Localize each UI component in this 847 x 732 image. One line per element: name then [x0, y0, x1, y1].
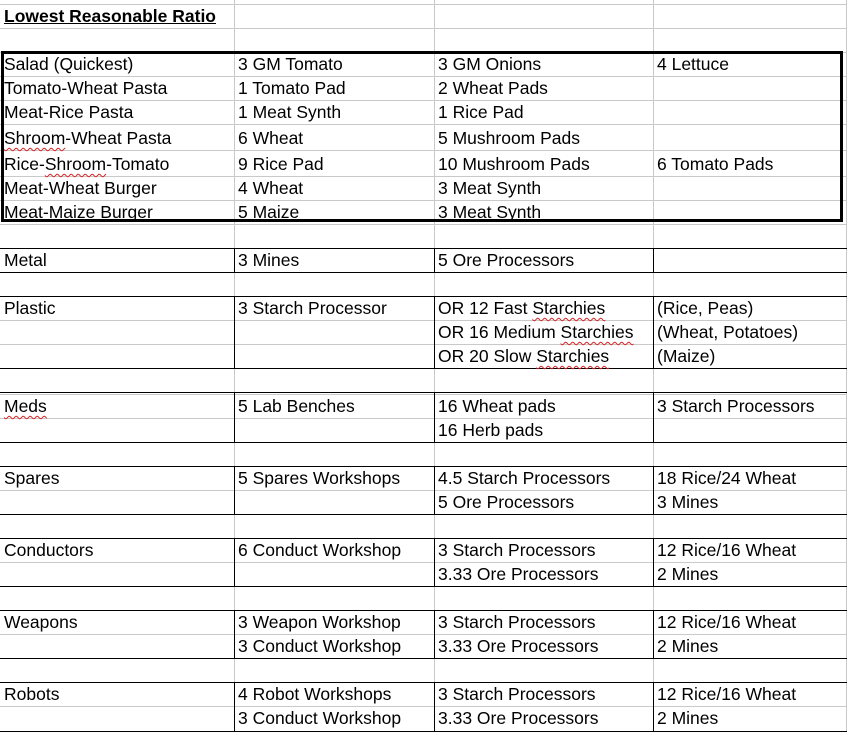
- food-cell[interactable]: [653, 126, 657, 150]
- weapons-cell[interactable]: Weapons: [4, 612, 78, 632]
- food-cell[interactable]: Meat-Maize Burger: [4, 202, 153, 222]
- food-cell[interactable]: 3 GM Tomato: [238, 54, 343, 74]
- conductors-cell[interactable]: [0, 562, 4, 586]
- metal-cell[interactable]: [653, 248, 657, 272]
- metal-cell[interactable]: 3 Mines: [238, 250, 300, 270]
- robots-cell[interactable]: 3.33 Ore Processors: [438, 708, 599, 728]
- robots-cell[interactable]: Robots: [4, 684, 60, 704]
- meds-cell[interactable]: [653, 418, 657, 442]
- gridline-horizontal: [0, 490, 847, 491]
- food-cell[interactable]: 9 Rice Pad: [238, 154, 324, 174]
- weapons-cell[interactable]: 3 Starch Processors: [438, 612, 596, 632]
- plastic-cell[interactable]: [0, 320, 4, 344]
- plastic-cell[interactable]: 3 Starch Processor: [238, 298, 387, 318]
- gridline-horizontal: [0, 28, 847, 29]
- conductors-cell[interactable]: [234, 562, 238, 586]
- conductors-cell[interactable]: 12 Rice/16 Wheat: [657, 540, 797, 560]
- conductors-cell[interactable]: 6 Conduct Workshop: [238, 540, 402, 560]
- spellcheck-underline: Shroom: [4, 128, 66, 148]
- spellcheck-underline: Starchies: [560, 322, 634, 342]
- plastic-cell[interactable]: [234, 320, 238, 344]
- section-border: [0, 442, 847, 443]
- food-cell[interactable]: 3 GM Onions: [438, 54, 542, 74]
- gridline-horizontal: [0, 150, 847, 151]
- food-cell[interactable]: 3 Meat Synth: [438, 178, 542, 198]
- meds-cell[interactable]: [0, 394, 47, 418]
- food-cell[interactable]: Rice-Shroom-Tomato: [4, 154, 170, 174]
- section-border: [0, 392, 847, 393]
- section-border: [0, 248, 847, 249]
- spares-cell[interactable]: 3 Mines: [657, 492, 719, 512]
- food-cell[interactable]: [653, 100, 657, 124]
- food-cell[interactable]: 3 Meat Synth: [438, 202, 542, 222]
- section-border: [0, 658, 847, 659]
- plastic-cell[interactable]: [0, 344, 4, 368]
- spellcheck-underline: Shroom: [44, 154, 107, 174]
- plastic-cell[interactable]: (Wheat, Potatoes): [657, 322, 799, 342]
- conductors-cell[interactable]: 3.33 Ore Processors: [438, 564, 599, 584]
- meds-cell[interactable]: 5 Lab Benches: [238, 396, 355, 416]
- gridline-horizontal: [0, 124, 847, 125]
- spares-cell[interactable]: [234, 490, 238, 514]
- spares-cell[interactable]: 5 Ore Processors: [438, 492, 575, 512]
- metal-cell[interactable]: Metal: [4, 250, 47, 270]
- gridline-horizontal: [0, 706, 847, 707]
- conductors-cell[interactable]: 2 Mines: [657, 564, 719, 584]
- spellcheck-underline: Meds: [4, 396, 47, 416]
- gridline-horizontal: [0, 418, 847, 419]
- food-cell[interactable]: 2 Wheat Pads: [438, 78, 548, 98]
- food-cell[interactable]: 1 Meat Synth: [238, 102, 342, 122]
- plastic-cell[interactable]: (Rice, Peas): [657, 298, 754, 318]
- meds-cell[interactable]: 16 Herb pads: [438, 420, 544, 440]
- spellcheck-underline: Starchies: [536, 346, 610, 366]
- plastic-cell[interactable]: [234, 344, 238, 368]
- spares-cell[interactable]: 4.5 Starch Processors: [438, 468, 611, 488]
- plastic-cell[interactable]: OR 12 Fast Starchies: [438, 298, 606, 318]
- plastic-cell[interactable]: (Maize): [657, 346, 716, 366]
- food-cell[interactable]: 10 Mushroom Pads: [438, 154, 590, 174]
- weapons-cell[interactable]: 2 Mines: [657, 636, 719, 656]
- food-cell[interactable]: 6 Wheat: [238, 128, 304, 148]
- plastic-cell[interactable]: OR 20 Slow Starchies: [438, 346, 610, 366]
- sheet-title[interactable]: Lowest Reasonable Ratio: [4, 6, 216, 26]
- section-border: [0, 272, 847, 273]
- spares-cell[interactable]: Spares: [4, 468, 60, 488]
- plastic-cell[interactable]: Plastic: [4, 298, 56, 318]
- section-border: [0, 514, 847, 515]
- weapons-cell[interactable]: 3.33 Ore Processors: [438, 636, 599, 656]
- meds-cell[interactable]: 3 Starch Processors: [657, 396, 815, 416]
- robots-cell[interactable]: 4 Robot Workshops: [238, 684, 392, 704]
- food-cell[interactable]: Shroom-Wheat Pasta: [4, 128, 172, 148]
- spellcheck-underline: Starchies: [532, 298, 606, 318]
- robots-cell[interactable]: 3 Starch Processors: [438, 684, 596, 704]
- weapons-cell[interactable]: 3 Weapon Workshop: [238, 612, 401, 632]
- food-cell[interactable]: 4 Wheat: [238, 178, 304, 198]
- spares-cell[interactable]: [0, 490, 4, 514]
- gridline-horizontal: [0, 344, 847, 345]
- spares-cell[interactable]: 5 Spares Workshops: [238, 468, 401, 488]
- weapons-cell[interactable]: 3 Conduct Workshop: [238, 636, 402, 656]
- food-cell[interactable]: 4 Lettuce: [657, 54, 729, 74]
- food-cell[interactable]: 5 Mushroom Pads: [438, 128, 581, 148]
- weapons-cell[interactable]: 12 Rice/16 Wheat: [657, 612, 797, 632]
- gridline-horizontal: [0, 634, 847, 635]
- robots-cell[interactable]: [0, 706, 4, 730]
- food-cell[interactable]: [653, 76, 657, 100]
- food-cell[interactable]: [653, 176, 657, 200]
- food-cell[interactable]: 5 Maize: [238, 202, 300, 222]
- conductors-cell[interactable]: 3 Starch Processors: [438, 540, 596, 560]
- meds-cell[interactable]: 16 Wheat pads: [438, 396, 556, 416]
- meds-cell[interactable]: [0, 418, 4, 442]
- spares-cell[interactable]: 18 Rice/24 Wheat: [657, 468, 797, 488]
- robots-cell[interactable]: 12 Rice/16 Wheat: [657, 684, 797, 704]
- plastic-cell[interactable]: OR 16 Medium Starchies: [438, 322, 634, 342]
- robots-cell[interactable]: 3 Conduct Workshop: [238, 708, 402, 728]
- food-cell[interactable]: Meat-Wheat Burger: [4, 178, 157, 198]
- food-cell[interactable]: 6 Tomato Pads: [657, 154, 774, 174]
- meds-cell[interactable]: [234, 418, 238, 442]
- food-cell[interactable]: Meat-Rice Pasta: [4, 102, 134, 122]
- food-cell[interactable]: Salad (Quickest): [4, 54, 134, 74]
- weapons-cell[interactable]: [0, 634, 4, 658]
- gridline-horizontal: [0, 562, 847, 563]
- food-cell[interactable]: [653, 200, 657, 224]
- section-border: [0, 586, 847, 587]
- food-cell[interactable]: 1 Tomato Pad: [238, 78, 346, 98]
- food-cell[interactable]: Tomato-Wheat Pasta: [4, 78, 168, 98]
- metal-cell[interactable]: 5 Ore Processors: [438, 250, 575, 270]
- food-cell[interactable]: 1 Rice Pad: [438, 102, 524, 122]
- section-border: [0, 368, 847, 369]
- robots-cell[interactable]: 2 Mines: [657, 708, 719, 728]
- conductors-cell[interactable]: Conductors: [4, 540, 94, 560]
- gridline-horizontal: [0, 224, 847, 225]
